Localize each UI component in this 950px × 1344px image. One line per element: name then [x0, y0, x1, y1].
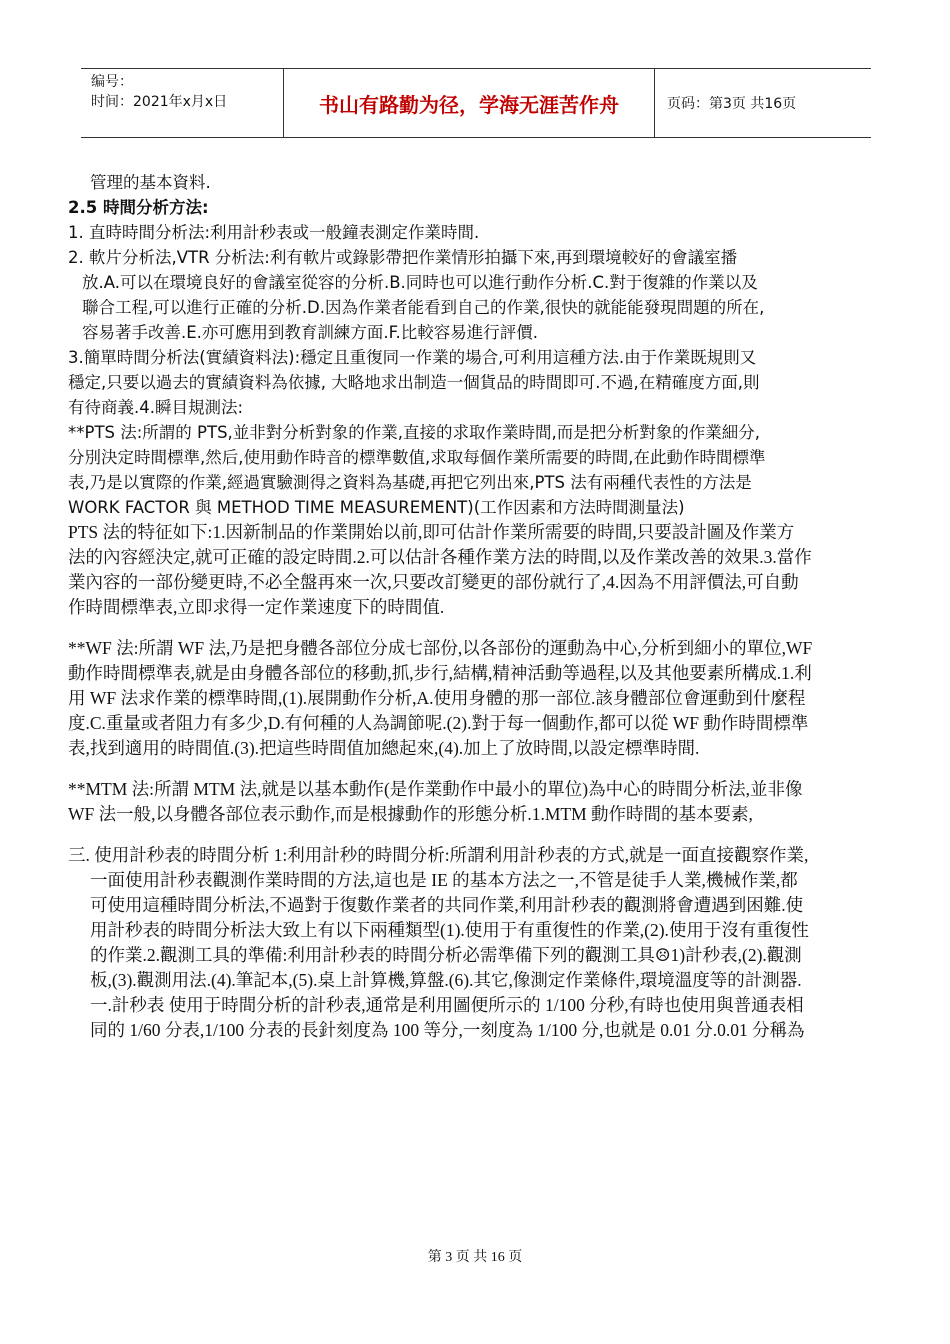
text-line: 一面使用計秒表觀測作業時間的方法,這也是 IE 的基本方法之一,不管是徒手人業,機械作業,都	[90, 870, 798, 890]
text-line: 用 WF 法求作業的標準時間,(1).展開動作分析,A.使用身體的那一部位.該身體部位會運動到什麼程	[68, 688, 806, 708]
text-line: 法的內容經決定,就可正確的設定時間.2.可以估計各種作業方法的時間,以及作業改善的效果.3.當作	[68, 547, 812, 567]
header-page-info: 页码：第3页 共16页	[667, 96, 797, 112]
text-line: 作時間標準表,立即求得一定作業速度下的時間值.	[68, 597, 445, 617]
text-line: WF 法一般,以身體各部位表示動作,而是根據動作的形態分析.1.MTM 動作時間的基本要素,	[68, 804, 753, 824]
header-meta	[81, 69, 284, 137]
text-line: 動作時間標準表,就是由身體各部位的移動,抓,步行,結構,精神活動等過程,以及其他要素所構成.1.利	[68, 663, 812, 683]
text-line: 三. 使用計秒表的時間分析 1:利用計秒的時間分析:所謂利用計秒表的方式,就是一面直接觀察作業,	[68, 845, 809, 865]
text-line: 表,乃是以實際的作業,經過實驗測得之資料為基礎,再把它列出來,PTS 法有兩種代表性的方法是	[68, 473, 752, 492]
text-line: 分別決定時間標準,然后,使用動作時音的標準數值,求取每個作業所需要的時間,在此動作時間標準	[68, 448, 766, 467]
text-line: 可使用這種時間分析法,不過對于復數作業者的共同作業,利用計秒表的觀測將會遭遇到困難.使	[90, 895, 804, 915]
text-line: WORK FACTOR 與 METHOD TIME MEASUREMENT)(工作因素和方法時間測量法)	[68, 498, 685, 517]
list-item: 2. 軟片分析法,VTR 分析法:利有軟片或錄影帶把作業情形拍攝下來,再到環境較好的會議室播	[68, 248, 738, 267]
text-line: 容易著手改善.E.亦可應用到教育訓練方面.F.比較容易進行評價.	[82, 323, 538, 342]
text-line: 業內容的一部份變更時,不必全盤再來一次,只要改訂變更的部份就行了,4.因為不用評價法,可自動	[68, 572, 799, 592]
text-line: 板,(3).觀測用法.(4).筆記本,(5).桌上計算機,算盤.(6).其它,像測定作業條件,環境溫度等的計測器.	[90, 970, 802, 990]
list-item: 1. 直時時間分析法:利用計秒表或一般鐘表測定作業時間.	[68, 223, 480, 242]
document-body	[68, 170, 890, 1043]
section-heading: 2.5 時間分析方法:	[68, 198, 209, 217]
text-line: **MTM 法:所謂 MTM 法,就是以基本動作(是作業動作中最小的單位)為中心的時間分析法,並非像	[68, 779, 803, 799]
text-line: 管理的基本資料.	[90, 173, 211, 192]
text-line: 3.簡單時間分析法(實績資料法):穩定且重復同一作業的場合,可利用這種方法.由于作業既規則又	[68, 348, 757, 367]
text-line: PTS 法的特征如下:1.因新制品的作業開始以前,即可估計作業所需要的時間,只要設計圖及作業方	[68, 522, 795, 542]
text-line: 一.計秒表 使用于時間分析的計秒表,通常是利用圖便所示的 1/100 分秒,有時也使用與普通表相	[90, 995, 804, 1015]
page-header	[81, 68, 871, 138]
text-line: 表,找到適用的時間值.(3).把這些時間值加總起來,(4).加上了放時間,以設定標準時間.	[68, 738, 700, 758]
text-line: 穩定,只要以過去的實績資料為依據, 大略地求出制造一個貨品的時間即可.不過,在精確度方面,則	[68, 373, 760, 392]
header-code-label: 编号：	[91, 74, 133, 90]
page-footer: 第 3 页 共 16 页	[427, 1250, 523, 1265]
text-line: 有待商義.4.瞬目規測法:	[68, 398, 244, 417]
text-line: **PTS 法:所謂的 PTS,並非對分析對象的作業,直接的求取作業時間,而是把分析對象的作業細分,	[68, 423, 761, 442]
text-line: 的作業.2.觀測工具的準備:利用計秒表的時間分析必需準備下列的觀測工具☹1)計秒表,(2).觀測	[90, 945, 802, 965]
text-line: 放.A.可以在環境良好的會議室從容的分析.B.同時也可以進行動作分析.C.對于復雜的作業以及	[82, 273, 758, 292]
text-line: 聯合工程,可以進行正確的分析.D.因為作業者能看到自己的作業,很快的就能能發現問題的所在,	[82, 298, 765, 317]
text-line: **WF 法:所謂 WF 法,乃是把身體各部位分成七部份,以各部份的運動為中心,分析到細小的單位,WF	[68, 638, 813, 658]
text-line: 同的 1/60 分表,1/100 分表的長針刻度為 100 等分,一刻度為 1/100 分,也就是 0.01 分.0.01 分稱為	[90, 1020, 805, 1040]
text-line: 度.C.重量或者阻力有多少,D.有何種的人為調節呢.(2).對于每一個動作,都可以從 WF 動作時間標準	[68, 713, 809, 733]
text-line: 用計秒表的時間分析法大致上有以下兩種類型(1).使用于有重復性的作業,(2).使用于沒有重復性	[90, 920, 809, 940]
header-motto: 书山有路勤为径，学海无涯苦作舟	[284, 69, 655, 137]
header-date: 时间：2021年x月x日	[91, 94, 228, 110]
